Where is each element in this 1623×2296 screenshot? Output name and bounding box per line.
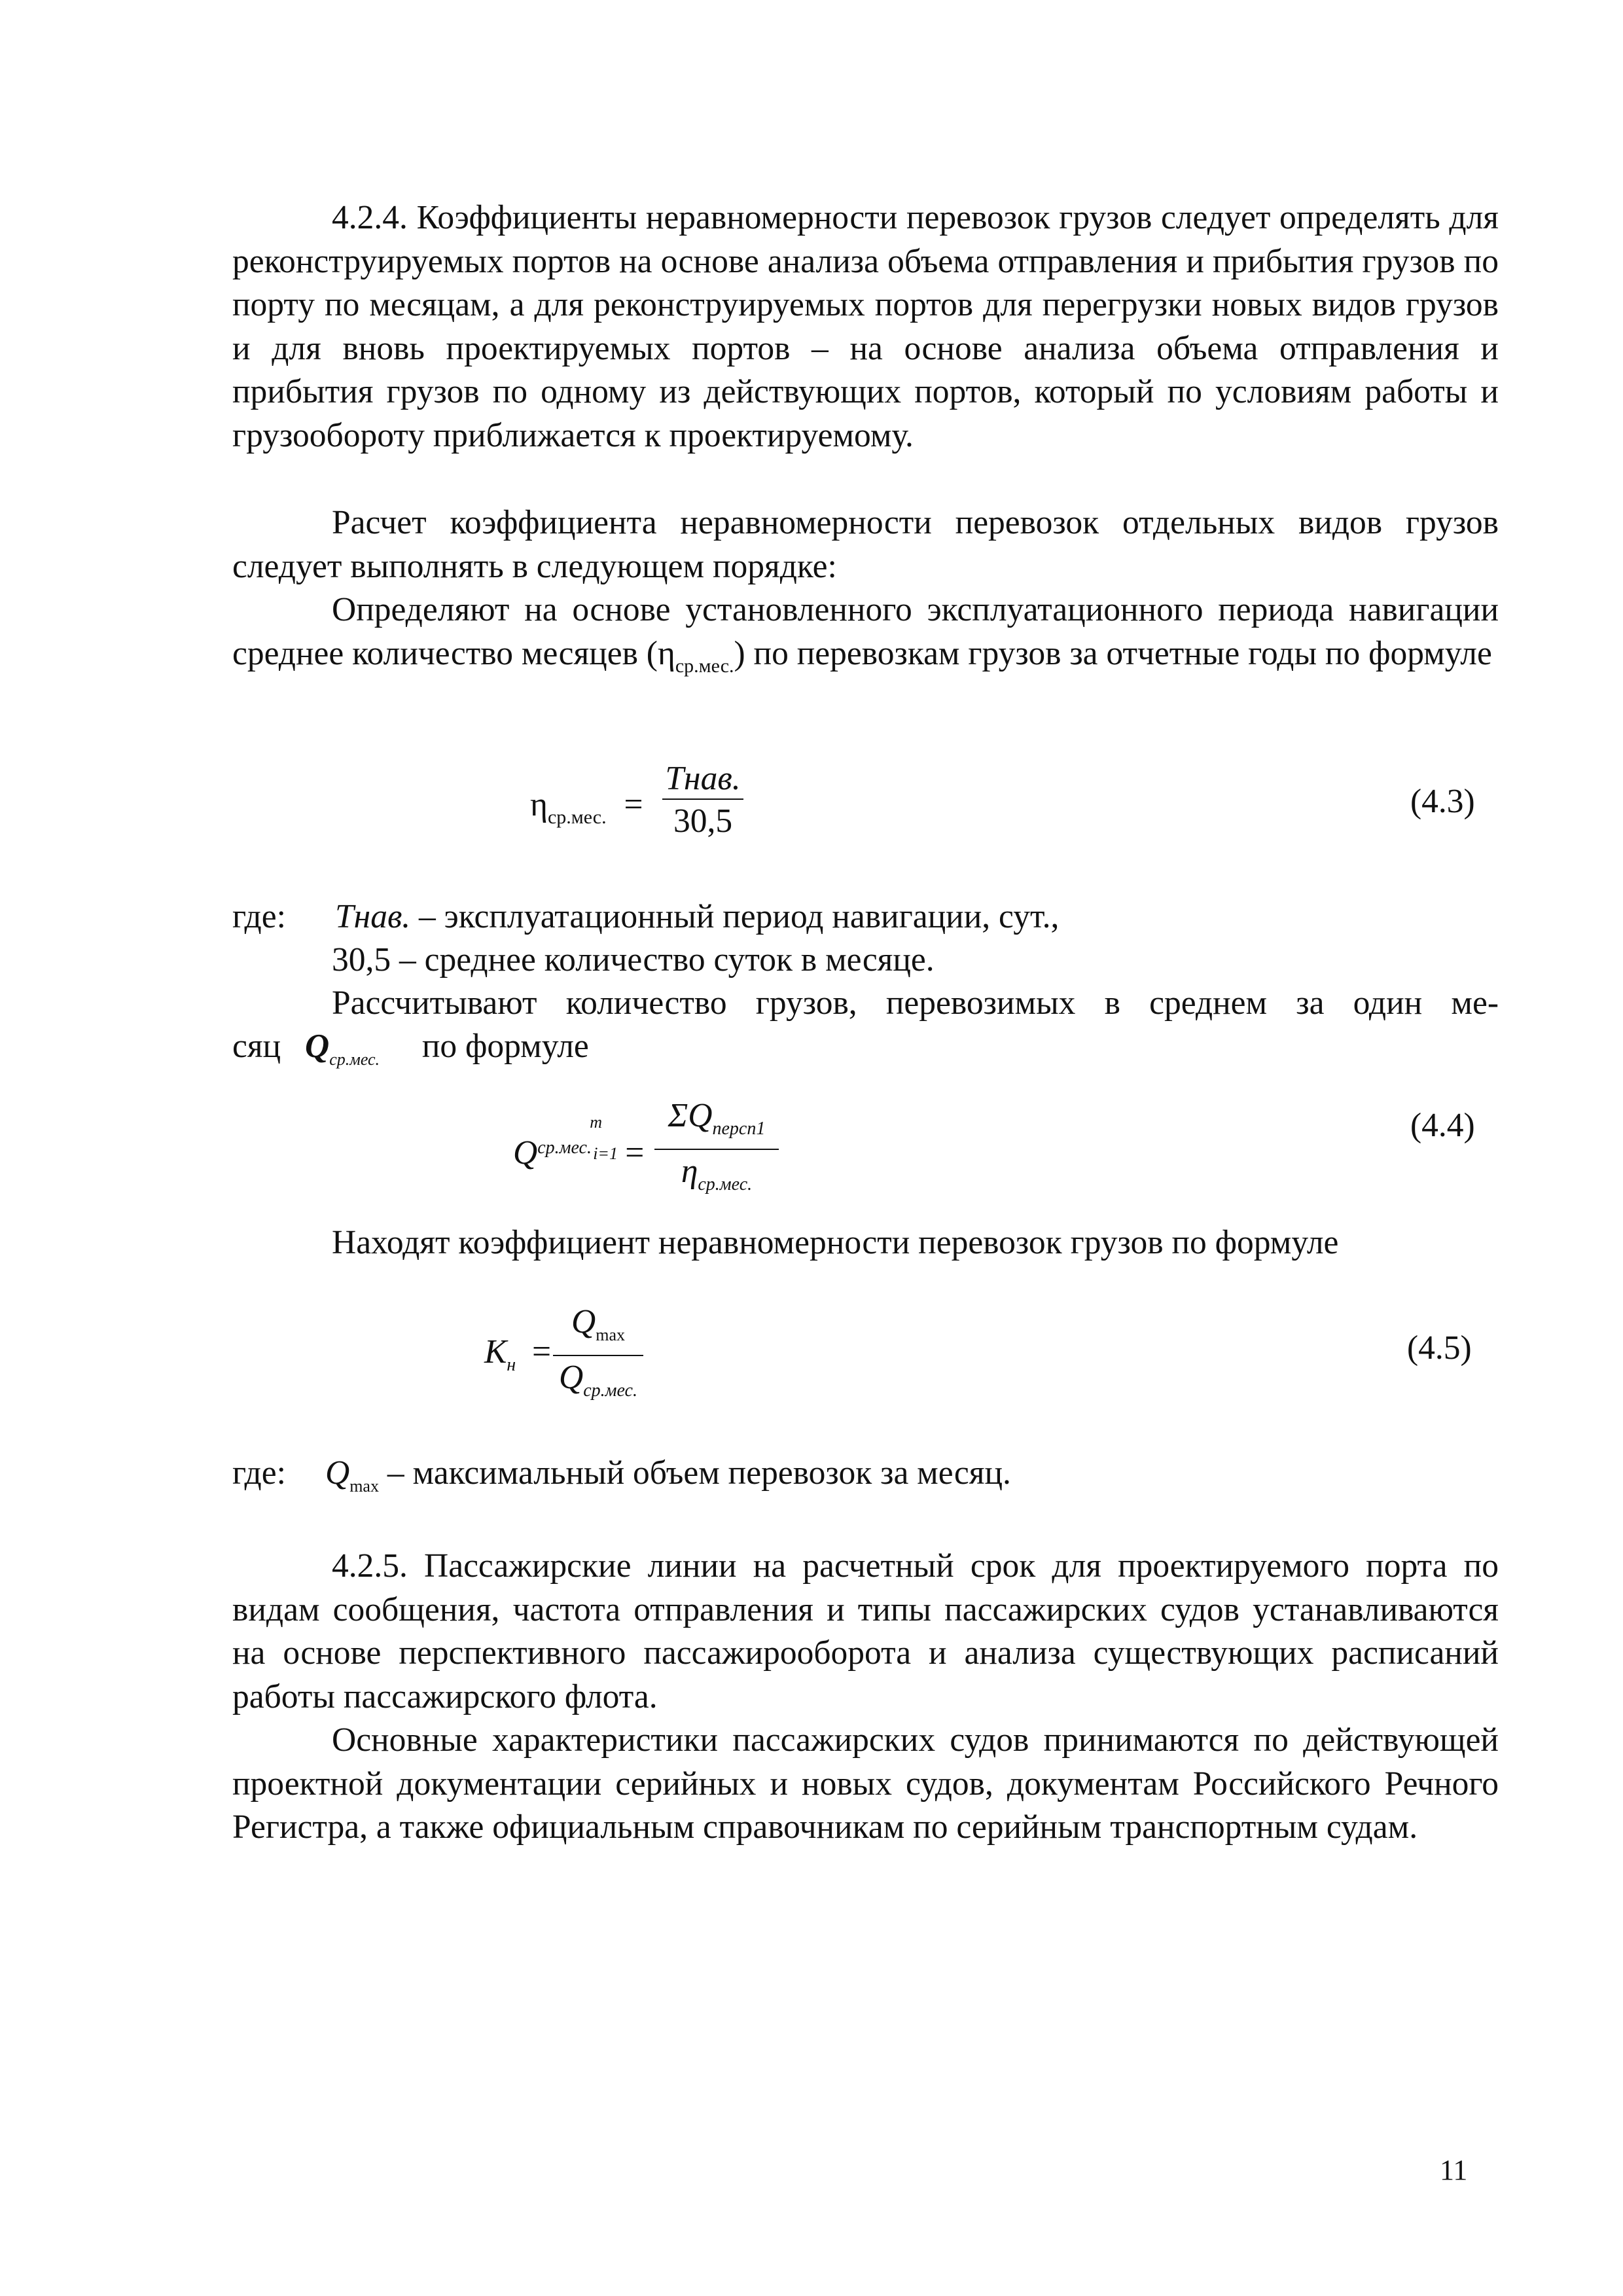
equation-number-4-3: (4.3) <box>1410 783 1475 820</box>
inline-q-symbol: $Q_{ср.мес.}$ <box>304 1028 380 1069</box>
denominator: $Q_{ср.мес.}$ <box>559 1359 637 1401</box>
where-label-2: где: <box>232 1454 286 1492</box>
where-definition-2: 30,5 – среднее количество суток в месяце. <box>332 941 935 978</box>
numerator: $Q_{max}$ <box>571 1303 625 1344</box>
paragraph-calc-cargo-line1: Рассчитывают количество грузов, перевозимых в среднем за один ме- <box>332 984 1499 1022</box>
formula-4-4-fraction <box>654 1096 779 1206</box>
paragraph-find-coefficient: Находят коэффициент неравномерности перевозок грузов по формуле <box>332 1224 1339 1261</box>
text-segment: ) по перевозкам грузов за отчетные годы по формуле <box>734 634 1492 672</box>
paragraph-calculation-order: Расчет коэффициента неравномерности перевозок отдельных видов грузов следует выполнять в следующем порядке: <box>232 504 1499 585</box>
denominator: $\eta_{ср.мес.}$ <box>681 1153 753 1194</box>
eta-subscript: ср.мес. <box>675 655 734 677</box>
formula-4-4-lhs: Q ср.мес. m i=1 = <box>513 1113 645 1172</box>
equation-number-4-4: (4.4) <box>1410 1107 1475 1144</box>
paragraph-4-2-4: 4.2.4. Коэффициенты неравномерности перевозок грузов следует определять для реконструируемых портов на основе анализа объема отправления и прибытия грузов по порту по месяцам, а для реконструируемых портов для перегрузки новых видов грузов и для вновь проектируемых портов – на основе анализа объема отправления и прибытия грузов по одному из действующих портов, который по условиям работы и грузообороту приближается к проектируемому. <box>232 199 1499 454</box>
where-label-1: где: <box>232 898 286 935</box>
formula-4-3-lhs: $\eta_{ср.мес.}$ = <box>530 786 643 828</box>
where-definition-qmax: $Q_{max}$ – максимальный объем перевозок за месяц. <box>325 1454 1011 1496</box>
symbol-tnav: Тнав. <box>335 898 411 935</box>
paragraph-calc-cargo-line2: сяц $Q_{ср.мес.}$ по формуле <box>232 1025 589 1081</box>
formula-4-3-fraction <box>662 759 743 843</box>
paragraph-4-2-5: 4.2.5. Пассажирские линии на расчетный срок для проектируемого порта по видам сообщения, частота отправления и типы пассажирских судов устанавливаются на основе перспективного пассажирооборота и анализа существующих расписаний работы пассажирского флота. <box>232 1547 1499 1715</box>
where-definition-1: Тнав. – эксплуатационный период навигации, сут., <box>335 898 1060 935</box>
formula-4-5-lhs: $К_н$ = <box>484 1333 552 1375</box>
denominator: 30,5 <box>673 802 733 840</box>
paragraph-determine-months <box>232 588 1499 688</box>
text-segment: Определяют на основе установленного эксплуатационного периода навигации среднее количество месяцев (η <box>232 591 1499 672</box>
numerator: Тнав. <box>665 760 741 797</box>
numerator: $\Sigma Q_{персп1}$ <box>668 1097 766 1139</box>
page-number: 11 <box>1440 2154 1468 2186</box>
paragraph-main-characteristics: Основные характеристики пассажирских судов принимаются по действующей проектной документации серийных и новых судов, документам Российского Речного Регистра, а также официальным справочникам по серийным транспортным судам. <box>232 1721 1499 1846</box>
equation-number-4-5: (4.5) <box>1407 1329 1472 1367</box>
formula-4-5-fraction <box>553 1302 643 1412</box>
